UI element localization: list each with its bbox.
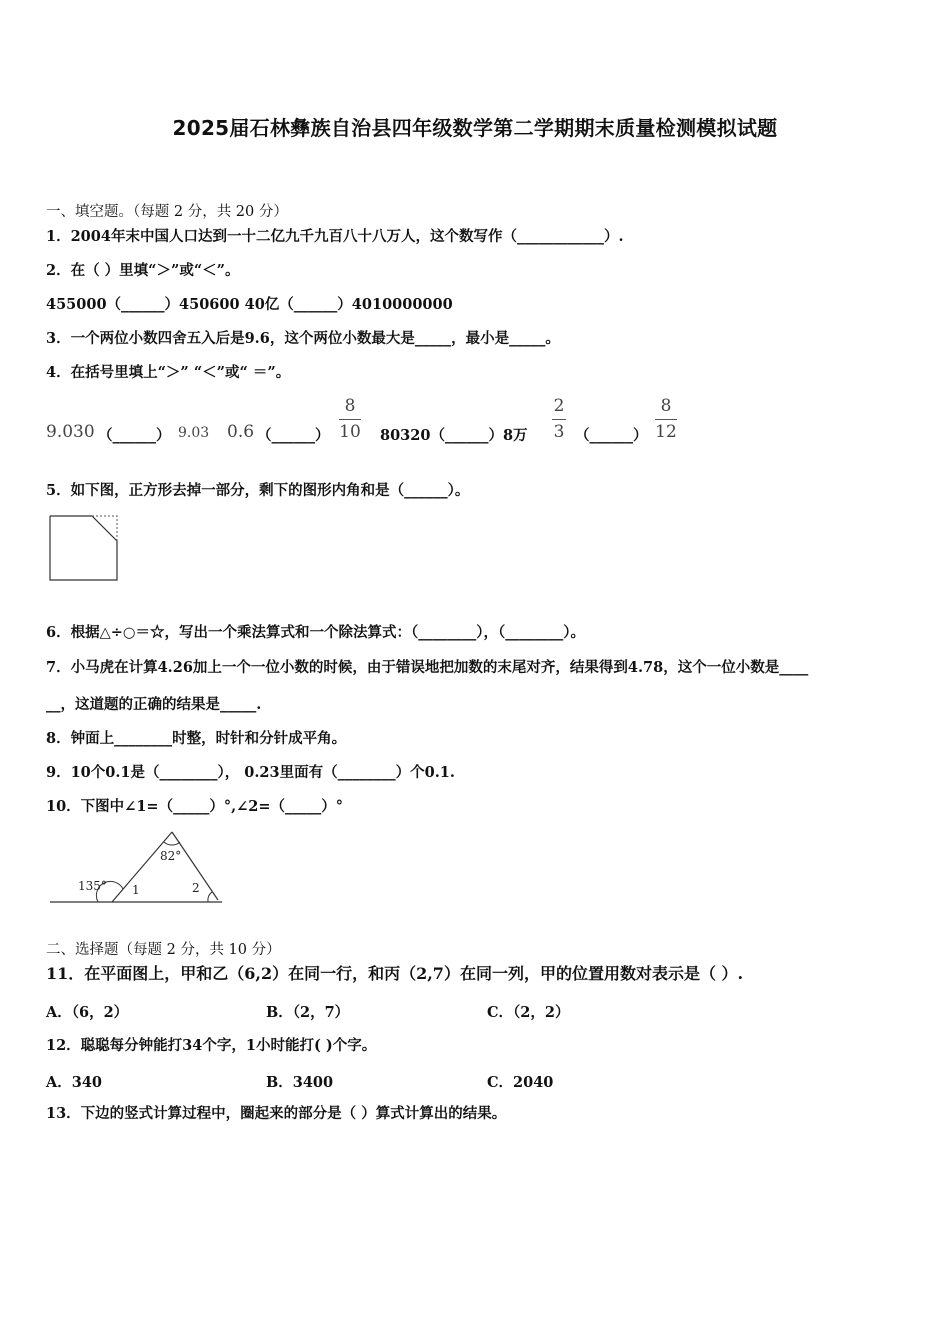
question-11: 11．在平面图上，甲和乙（6,2）在同一行，和丙（2,7）在同一列，甲的位置用数对表示是（ ）. <box>46 964 744 983</box>
section1-heading: 一、填空题。（每题 2 分，共 20 分） <box>46 204 288 220</box>
question-3: 3．一个两位小数四舍五入后是9.6，这个两位小数最大是_____，最小是_____。 <box>46 330 560 347</box>
square-cut-corner-figure <box>46 512 122 584</box>
q4-b-blank: （______） <box>257 427 330 444</box>
q4-d-frac-den: 3 <box>553 422 565 442</box>
question-1: 1．2004年末中国人口达到一十二亿九千九百八十八万人，这个数写作（____________）. <box>46 228 624 245</box>
figure-top-angle: 82° <box>160 849 182 863</box>
q4-b-frac-bar <box>339 419 361 420</box>
question-8: 8．钟面上________时整，时针和分针成平角。 <box>46 730 347 747</box>
q4-d2-frac-num: 8 <box>660 396 672 416</box>
figure-label-2: 2 <box>192 881 200 895</box>
question-2: 2．在（ ）里填“＞”或“＜”。 <box>46 262 240 279</box>
q4-a-left: 9.030 <box>46 422 95 442</box>
q4-a-blank: （______） <box>98 427 171 444</box>
question-7-line2: __，这道题的正确的结果是_____. <box>46 696 262 713</box>
question-4: 4．在括号里填上“＞” “＜”或“ ＝”。 <box>46 364 291 381</box>
question-6: 6．根据△÷○＝☆，写出一个乘法算式和一个除法算式：（________），（________）。 <box>46 624 586 641</box>
q11-option-a[interactable]: A．（6，2） <box>46 1004 129 1021</box>
question-7-line1: 7．小马虎在计算4.26加上一个一位小数的时候，由于错误地把加数的末尾对齐，结果得到4.78，这个一位小数是____ <box>46 659 809 676</box>
q4-d-blank: （______） <box>575 427 648 444</box>
section2-heading: 二、选择题（每题 2 分，共 10 分） <box>46 942 281 958</box>
q4-a-right: 9.03 <box>178 425 210 441</box>
q11-option-b[interactable]: B．（2，7） <box>266 1004 350 1021</box>
q12-option-c[interactable]: C．2040 <box>487 1074 554 1091</box>
q4-b-left: 0.6 <box>227 422 255 442</box>
q4-d2-frac-bar <box>655 419 677 420</box>
q4-b-frac-num: 8 <box>344 396 356 416</box>
q11-option-c[interactable]: C．（2，2） <box>487 1004 570 1021</box>
page-title: 2025届石林彝族自治县四年级数学第二学期期末质量检测模拟试题 <box>172 116 778 140</box>
q12-option-a[interactable]: A．340 <box>46 1074 103 1091</box>
question-12: 12．聪聪每分钟能打34个字，1小时能打( )个字。 <box>46 1037 377 1054</box>
question-5: 5．如下图，正方形去掉一部分，剩下的图形内角和是（______）。 <box>46 482 470 499</box>
q12-option-b[interactable]: B．3400 <box>266 1074 334 1091</box>
question-2-items: 455000（______）450600 40亿（______）4010000000 <box>46 296 453 313</box>
q4-d2-frac-den: 12 <box>655 422 677 442</box>
q4-c-text: 80320（______）8万 <box>380 427 528 444</box>
q4-d-frac-bar <box>552 419 566 420</box>
figure-label-1: 1 <box>132 883 140 897</box>
question-9: 9．10个0.1是（________）， 0.23里面有（________）个0.1. <box>46 764 455 781</box>
figure-outer-angle: 135° <box>78 879 107 893</box>
q4-b-frac-den: 10 <box>339 422 361 442</box>
question-13: 13．下边的竖式计算过程中，圈起来的部分是（ ）算式计算出的结果。 <box>46 1105 507 1122</box>
triangle-angle-figure <box>46 828 226 910</box>
q4-d-frac-num: 2 <box>553 396 565 416</box>
question-10: 10．下图中∠1=（_____）°,∠2=（_____）° <box>46 798 344 815</box>
